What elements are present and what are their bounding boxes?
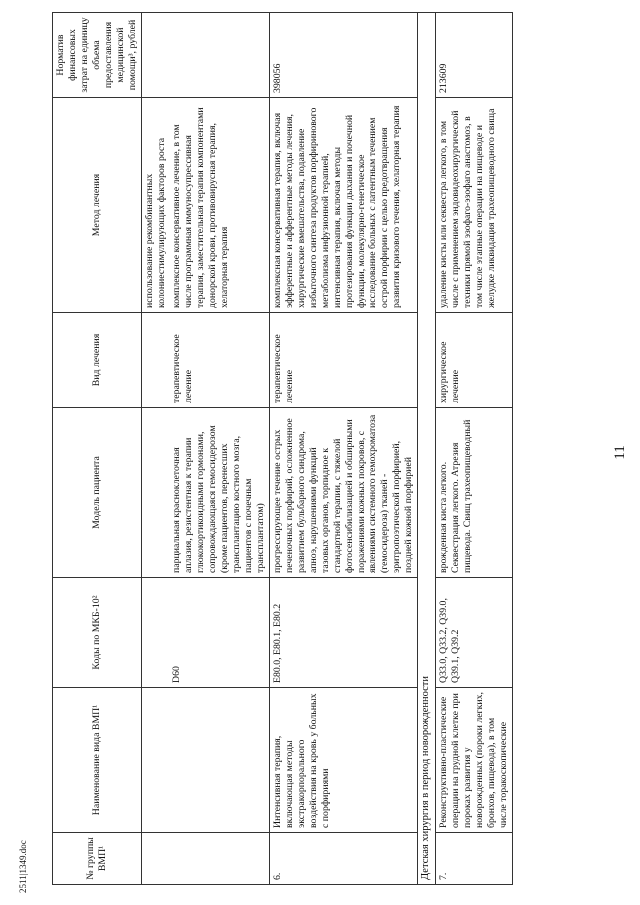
cell-method: комплексное консервативное лечение, в том числе программная иммуносупрессивная терапия, заместительная терапия компонентами донорской крови, противовирусная терапия, хелаторная терапия — [169, 98, 269, 313]
cell-cost: 398056 — [269, 13, 417, 98]
table-row — [435, 13, 512, 885]
cell-icd: Q33.0, Q33.2, Q39.0, Q39.1, Q39.2 — [435, 578, 512, 688]
header-patient-model: Модель пациента — [53, 408, 142, 578]
header-group-no: № группы ВМП¹ — [53, 833, 142, 885]
cell-type: терапевтическое лечение — [269, 313, 417, 408]
cell-method: комплексная консервативная терапия, включая эфферентные и афферентные методы лечения, хирургические вмешательства, подавление избыточного синтеза продуктов порфиринового метаболизма инфузионной терапией, интенсивная терапия, включая методы протезирования функции дыхания и почечной функции, молекулярно-генетическое исследование больных с латентным течением острой порфирии с целью предотвращения развития кризового течения, хелаторная терапия — [269, 98, 417, 313]
header-icd-codes: Коды по МКБ-10² — [53, 578, 142, 688]
cell-method: удаление кисты или секвестра легкого, в том числе с применением эндовидеохирургической техники прямой эзофаго-эзофаго анастомоз, в том числе этапные операции на пищеводе и желудке ликвидация трахеопищеводного свища — [435, 98, 512, 313]
header-treatment-method: Метод лечения — [53, 98, 142, 313]
header-treatment-type: Вид лечения — [53, 313, 142, 408]
footer-filename: 2511|1349.doc — [18, 840, 28, 893]
cell-model: прогрессирующее течение острых печеночных порфирий, осложненное развитием бульбарного синдрома, апноэ, нарушениями функций тазовых органов, торпидное к стандартной терапии, с тяжелой фотосенсибилизацией и обширными поражениями кожных покровов, с явлениями системного гемохроматоза (гемосидероза) тканей - эритропоэтической порфирией, поздней кожной порфирией — [269, 408, 417, 578]
table-row — [269, 13, 417, 885]
cell-model: врожденная киста легкого. Секвестрация легкого. Атрезия пищевода. Свищ трахеопищеводный — [435, 408, 512, 578]
header-row — [53, 13, 142, 885]
page-number: 11 — [612, 445, 628, 460]
table-row — [141, 13, 169, 885]
cell-icd: E80.0, E80.1, E80.2 — [269, 578, 417, 688]
cell-type: хирургическое лечение — [435, 313, 512, 408]
section-row — [418, 13, 436, 885]
vmp-table — [52, 12, 513, 885]
cell-group-no: 7. — [435, 833, 512, 885]
header-norm-cost: Норматив финансовых затрат на единицу объема предоставления медицинской помощи³, рублей — [53, 13, 142, 98]
header-vmp-name: Наименование вида ВМП¹ — [53, 688, 142, 833]
cell-group-no: 6. — [269, 833, 417, 885]
cell-vmp-name: Интенсивная терапия, включающая методы экстракорпорального воздействия на кровь у больных с порфириями — [269, 688, 417, 833]
cell-cost: 213609 — [435, 13, 512, 98]
table-row — [169, 13, 269, 885]
cell-icd: D60 — [169, 578, 269, 688]
cell-type: терапевтическое лечение — [169, 313, 269, 408]
section-title: Детская хирургия в период новорожденности — [418, 13, 436, 885]
cell-model: парциальная красноклеточная аплазия, резистентная к терапии глюкокортикоидными гормонами, сопровождающаяся гемосидерозом (кроме пациентов, перенесших трансплантацию костного мозга, пациентов с почечным трансплантатом) — [169, 408, 269, 578]
cell-method: использование рекомбинантных колониестимулирующих факторов роста — [141, 98, 169, 313]
cell-vmp-name: Реконструктивно-пластические операции на грудной клетке при пороках развития у новорожденных (пороки легких, бронхов, пищевода), в том числе торакоскопические — [435, 688, 512, 833]
